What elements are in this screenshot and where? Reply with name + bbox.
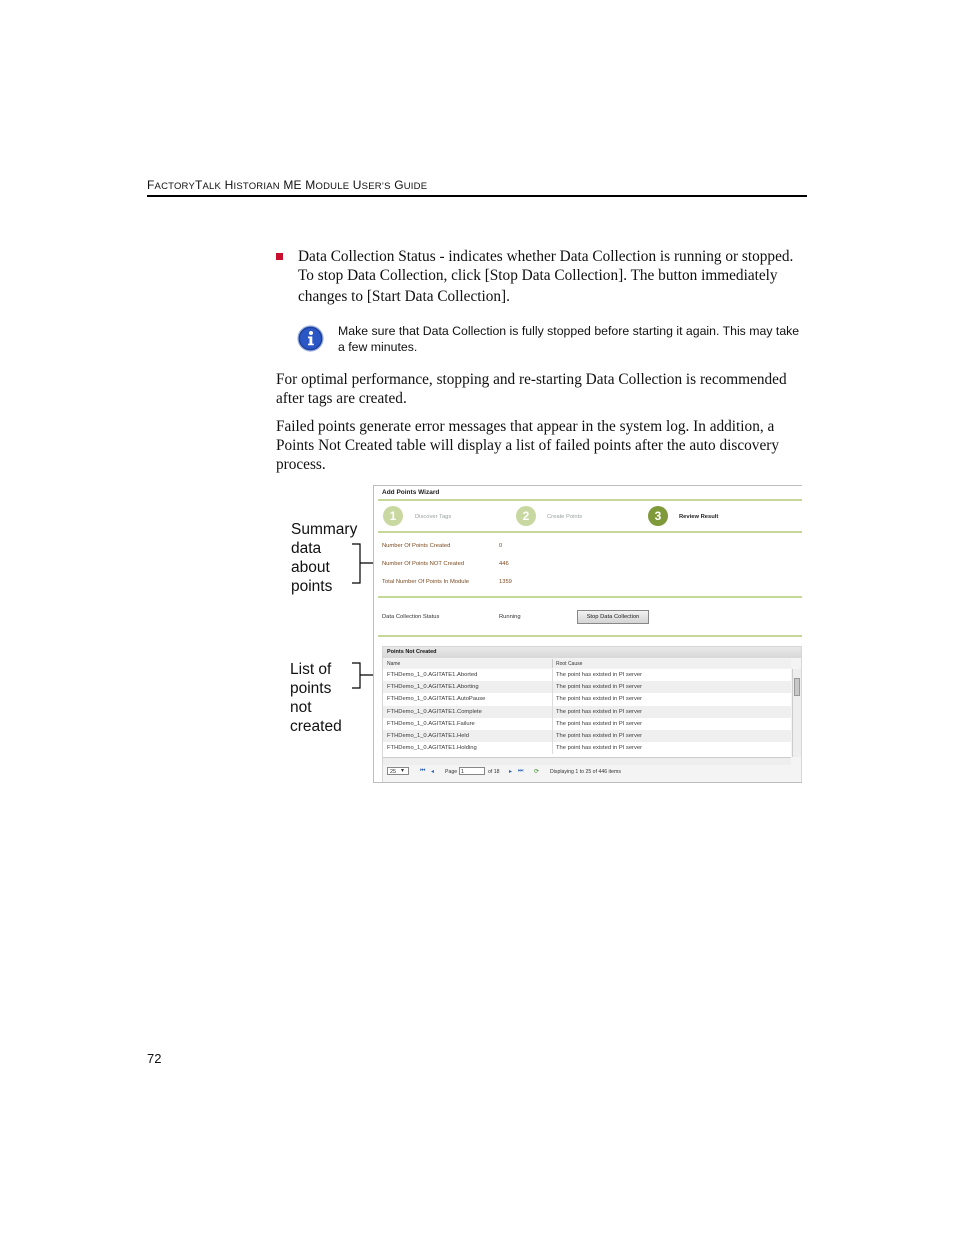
callout-line: List of [290, 661, 332, 678]
header-text: T [194, 178, 203, 192]
data-collection-status-value: Running [499, 614, 521, 620]
next-page-icon[interactable]: ▸ [509, 769, 513, 775]
header-text: ACTORY [154, 181, 195, 192]
step-3-label: Review Result [679, 514, 719, 520]
step-1-label: Discover Tags [415, 514, 452, 520]
paragraph-line: Points Not Created table will display a list of failed points after the auto discovery [276, 437, 779, 454]
step-2-label: Create Points [547, 514, 583, 520]
callout-list [290, 660, 342, 736]
callout-line: data [291, 540, 322, 557]
callout-line: points [290, 680, 332, 697]
divider [378, 635, 802, 637]
cell-root-cause: The point has existed in PI server [556, 720, 643, 727]
running-header [147, 178, 807, 192]
header-text: F [147, 178, 155, 192]
table-row[interactable] [383, 706, 791, 718]
points-not-created-grid [382, 646, 802, 783]
pager [383, 765, 801, 779]
cell-root-cause: The point has existed in PI server [556, 696, 643, 703]
points-created-value: 0 [499, 543, 503, 549]
table-row[interactable] [383, 669, 791, 681]
last-page-icon[interactable]: ⏭ [518, 768, 524, 774]
page-label: Page [445, 769, 458, 775]
grid-header [383, 659, 791, 668]
header-text: G [394, 178, 404, 192]
stop-data-collection-button[interactable]: Stop Data Collection [577, 610, 649, 624]
red-square-bullet-icon [276, 253, 283, 260]
divider [378, 531, 802, 533]
page-number-input[interactable]: 1 [459, 767, 485, 775]
paragraph-line: after tags are created. [276, 390, 407, 407]
header-rule [147, 195, 807, 197]
cell-root-cause: The point has existed in PI server [556, 745, 643, 752]
page-size-select[interactable]: 25 [387, 767, 409, 775]
total-points-label: Total Number Of Points In Module [382, 579, 469, 585]
header-text: S [384, 181, 391, 192]
scroll-thumb[interactable] [794, 678, 800, 696]
bracket-icon [350, 662, 374, 690]
vertical-scrollbar[interactable] [792, 669, 801, 757]
header-text: ISTORIAN [233, 181, 280, 192]
header-text: ME [283, 178, 302, 192]
cell-root-cause: The point has existed in PI server [556, 684, 643, 691]
horizontal-scrollbar[interactable] [383, 757, 791, 765]
points-not-created-label: Number Of Points NOT Created [382, 561, 465, 567]
cell-name: FTHDemo_1_0.AGITATE1.AutoPause [387, 696, 486, 703]
cell-name: FTHDemo_1_0.AGITATE1.Aborting [387, 684, 479, 691]
column-header-name[interactable]: Name [387, 661, 401, 667]
cell-name: FTHDemo_1_0.AGITATE1.Held [387, 732, 469, 739]
paragraph-line: process. [276, 456, 326, 473]
table-row[interactable] [383, 730, 791, 742]
cell-name: FTHDemo_1_0.AGITATE1.Aborted [387, 672, 478, 678]
chevron-down-icon: ▾ [401, 768, 405, 774]
cell-name: FTHDemo_1_0.AGITATE1.Holding [387, 745, 477, 752]
step-2-icon: 2 [516, 506, 536, 526]
bullet-line: changes to [Start Data Collection]. [298, 288, 510, 305]
cell-root-cause: The point has existed in PI server [556, 672, 643, 678]
page-number: 72 [147, 1051, 162, 1066]
add-points-wizard-screenshot [373, 485, 802, 783]
header-text: ’ [381, 181, 385, 192]
bullet-line: Data Collection Status - indicates whether Data Collection is running or stopped. [298, 248, 794, 265]
first-page-icon[interactable]: ⏮ [420, 768, 426, 774]
cell-root-cause: The point has existed in PI server [556, 708, 643, 715]
column-header-root-cause[interactable]: Root Cause [556, 661, 583, 667]
prev-page-icon[interactable]: ◂ [431, 769, 435, 775]
note-line: a few minutes. [338, 339, 418, 354]
paragraph-line: For optimal performance, stopping and re-starting Data Collection is recommended [276, 371, 787, 388]
callout-line: points [291, 578, 333, 595]
info-icon [297, 325, 324, 352]
cell-name: FTHDemo_1_0.AGITATE1.Failure [387, 720, 475, 727]
points-not-created-value: 446 [499, 561, 509, 567]
points-created-label: Number Of Points Created [382, 543, 451, 549]
grid-title: Points Not Created [383, 647, 801, 658]
table-row[interactable] [383, 742, 791, 754]
total-points-value: 1359 [499, 579, 512, 585]
header-text: M [305, 178, 316, 192]
note-line: Make sure that Data Collection is fully stopped before starting it again. This may take [338, 324, 800, 338]
callout-line: about [291, 559, 330, 576]
table-row[interactable] [383, 693, 791, 705]
divider [378, 499, 802, 501]
header-text: ALK [202, 181, 222, 192]
divider [378, 596, 802, 598]
table-row[interactable] [383, 681, 791, 693]
callout-line: created [290, 718, 342, 735]
callout-line: not [290, 699, 312, 716]
column-divider [552, 659, 553, 668]
header-text: H [224, 178, 234, 192]
cell-name: FTHDemo_1_0.AGITATE1.Complete [387, 708, 482, 715]
note-text [338, 324, 808, 355]
data-collection-status-label: Data Collection Status [382, 614, 440, 620]
wizard-title: Add Points Wizard [382, 489, 440, 496]
callout-summary [291, 520, 357, 596]
step-3-icon: 3 [648, 506, 668, 526]
bracket-icon [350, 543, 374, 585]
callout-line: Summary [291, 521, 358, 538]
header-text: UIDE [403, 181, 428, 192]
bullet-marker [276, 252, 286, 262]
table-row[interactable] [383, 718, 791, 730]
step-1-icon: 1 [383, 506, 403, 526]
bullet-line: To stop Data Collection, click [Stop Data Collection]. The button immediately [298, 267, 778, 284]
page-count: of 18 [488, 769, 500, 775]
header-text: SER [361, 181, 382, 192]
paragraph-line: Failed points generate error messages that appear in the system log. In addition, a [276, 418, 775, 435]
refresh-icon[interactable]: ⟳ [534, 769, 540, 775]
grid-body [383, 669, 791, 757]
header-text: ODULE [315, 181, 350, 192]
display-summary: Displaying 1 to 25 of 446 items [550, 769, 621, 775]
header-text: U [352, 178, 362, 192]
cell-root-cause: The point has existed in PI server [556, 732, 643, 739]
